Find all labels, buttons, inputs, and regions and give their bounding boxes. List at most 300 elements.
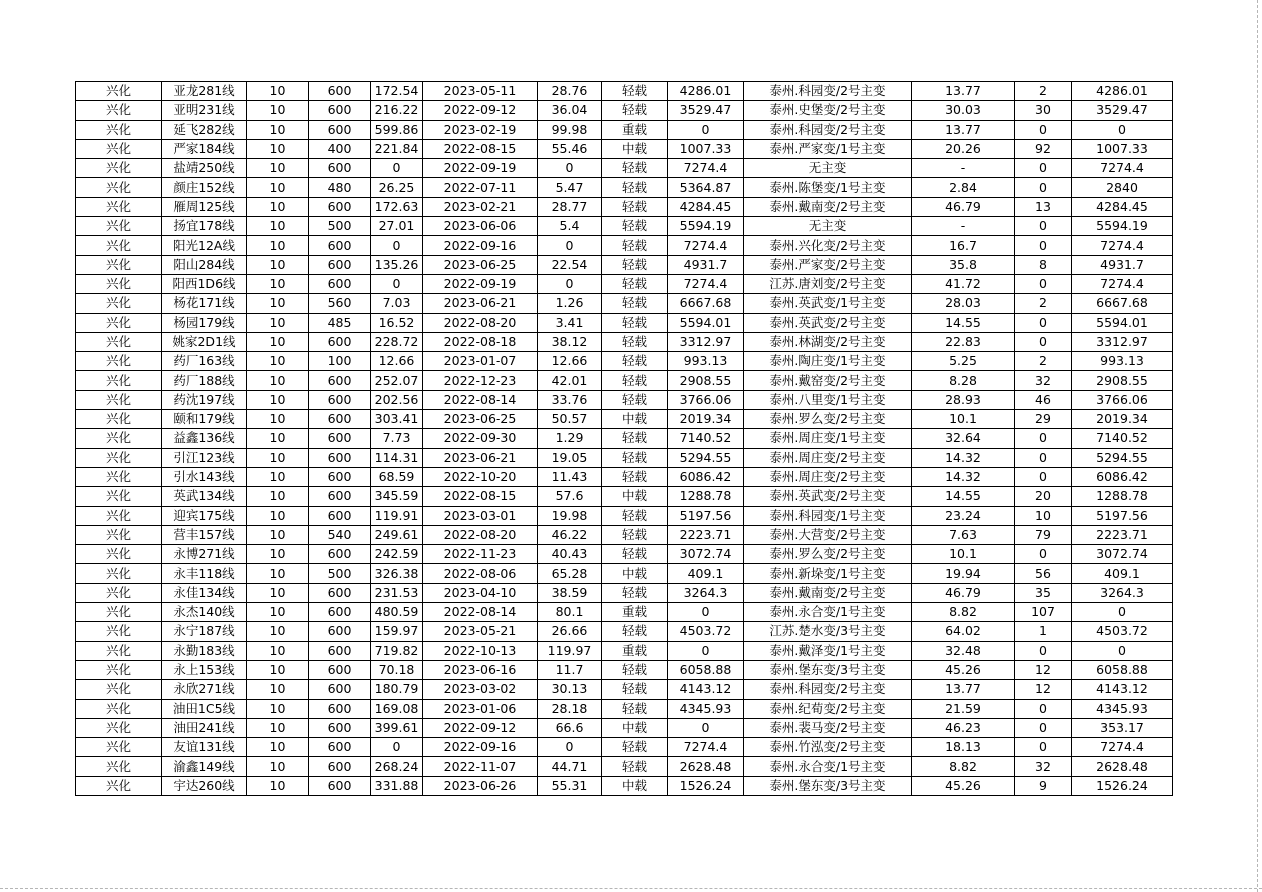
table-cell: 阳西1D6线 bbox=[162, 274, 247, 293]
table-cell: 重载 bbox=[602, 603, 668, 622]
table-cell: 2628.48 bbox=[668, 757, 744, 776]
table-cell: 轻载 bbox=[602, 197, 668, 216]
table-cell: 引水143线 bbox=[162, 467, 247, 486]
table-cell: 兴化 bbox=[76, 352, 162, 371]
table-cell: 兴化 bbox=[76, 545, 162, 564]
table-cell: 轻载 bbox=[602, 274, 668, 293]
table-cell: 19.05 bbox=[538, 448, 602, 467]
table-cell: 泰州.堡东变/3号主变 bbox=[744, 776, 912, 795]
table-cell: 79 bbox=[1015, 525, 1072, 544]
table-cell: 轻载 bbox=[602, 101, 668, 120]
table-cell: 颐和179线 bbox=[162, 410, 247, 429]
table-cell: 2023-05-11 bbox=[423, 82, 538, 101]
table-cell: 雁周125线 bbox=[162, 197, 247, 216]
table-cell: 益鑫136线 bbox=[162, 429, 247, 448]
table-cell: 14.55 bbox=[912, 487, 1015, 506]
table-cell: 55.46 bbox=[538, 139, 602, 158]
table-cell: 永丰118线 bbox=[162, 564, 247, 583]
table-cell: 0 bbox=[371, 738, 423, 757]
table-cell: 10 bbox=[247, 680, 309, 699]
table-row bbox=[76, 738, 1173, 757]
table-cell: 7274.4 bbox=[1072, 274, 1173, 293]
table-cell: 10 bbox=[247, 699, 309, 718]
table-cell: 13.77 bbox=[912, 82, 1015, 101]
table-cell: 轻载 bbox=[602, 255, 668, 274]
table-cell: 28.18 bbox=[538, 699, 602, 718]
table-cell: 8.82 bbox=[912, 757, 1015, 776]
table-cell: 江苏.楚水变/3号主变 bbox=[744, 622, 912, 641]
table-cell: 兴化 bbox=[76, 699, 162, 718]
table-cell: 泰州.竹泓变/2号主变 bbox=[744, 738, 912, 757]
table-cell: 485 bbox=[309, 313, 371, 332]
table-cell: 10 bbox=[247, 641, 309, 660]
table-cell: 0 bbox=[1015, 313, 1072, 332]
table-cell: 兴化 bbox=[76, 236, 162, 255]
table-cell: 0 bbox=[1015, 738, 1072, 757]
table-cell: 600 bbox=[309, 641, 371, 660]
table-row bbox=[76, 525, 1173, 544]
table-cell: 600 bbox=[309, 699, 371, 718]
table-cell: 600 bbox=[309, 660, 371, 679]
table-cell: 68.59 bbox=[371, 467, 423, 486]
table-cell: 兴化 bbox=[76, 738, 162, 757]
table-cell: 249.61 bbox=[371, 525, 423, 544]
table-cell: 10 bbox=[247, 294, 309, 313]
table-cell: 兴化 bbox=[76, 506, 162, 525]
table-cell: 1.26 bbox=[538, 294, 602, 313]
table-cell: 7274.4 bbox=[1072, 159, 1173, 178]
table-cell: 46.23 bbox=[912, 718, 1015, 737]
table-cell: 0 bbox=[1015, 467, 1072, 486]
table-row bbox=[76, 429, 1173, 448]
table-cell: 盐靖250线 bbox=[162, 159, 247, 178]
table-cell: 500 bbox=[309, 564, 371, 583]
table-cell: 2022-08-15 bbox=[423, 487, 538, 506]
table-cell: 永上153线 bbox=[162, 660, 247, 679]
table-cell: 0 bbox=[668, 120, 744, 139]
table-cell: 2023-06-21 bbox=[423, 294, 538, 313]
table-cell: 600 bbox=[309, 120, 371, 139]
table-cell: 0 bbox=[538, 274, 602, 293]
table-row bbox=[76, 139, 1173, 158]
table-cell: 中载 bbox=[602, 718, 668, 737]
table-cell: 油田241线 bbox=[162, 718, 247, 737]
table-cell: 10 bbox=[247, 82, 309, 101]
table-cell: 0 bbox=[1015, 448, 1072, 467]
table-cell: 2022-09-16 bbox=[423, 738, 538, 757]
table-cell: 10 bbox=[247, 738, 309, 757]
table-row bbox=[76, 583, 1173, 602]
table-cell: 28.76 bbox=[538, 82, 602, 101]
table-cell: 2022-08-14 bbox=[423, 603, 538, 622]
table-cell: 1288.78 bbox=[668, 487, 744, 506]
table-cell: 10 bbox=[247, 274, 309, 293]
table-row bbox=[76, 448, 1173, 467]
table-cell: 泰州.科园变/1号主变 bbox=[744, 506, 912, 525]
table-cell: 16.52 bbox=[371, 313, 423, 332]
table-cell: 0 bbox=[1015, 274, 1072, 293]
table-cell: 12.66 bbox=[538, 352, 602, 371]
table-cell: 兴化 bbox=[76, 332, 162, 351]
table-cell: 泰州.戴泽变/1号主变 bbox=[744, 641, 912, 660]
table-cell: 轻载 bbox=[602, 757, 668, 776]
table-cell: 0 bbox=[668, 603, 744, 622]
table-cell: 泰州.史堡变/2号主变 bbox=[744, 101, 912, 120]
table-cell: 2023-03-02 bbox=[423, 680, 538, 699]
table-cell: 10 bbox=[247, 410, 309, 429]
table-cell: 7140.52 bbox=[668, 429, 744, 448]
table-cell: 399.61 bbox=[371, 718, 423, 737]
table-cell: 兴化 bbox=[76, 448, 162, 467]
table-cell: 1007.33 bbox=[1072, 139, 1173, 158]
table-body bbox=[76, 82, 1173, 796]
table-cell: 2840 bbox=[1072, 178, 1173, 197]
table-cell: 兴化 bbox=[76, 603, 162, 622]
table-cell: 永杰140线 bbox=[162, 603, 247, 622]
table-cell: 泰州.周庄变/2号主变 bbox=[744, 448, 912, 467]
table-cell: 泰州.科园变/2号主变 bbox=[744, 82, 912, 101]
table-cell: 0 bbox=[1015, 641, 1072, 660]
table-cell: 引江123线 bbox=[162, 448, 247, 467]
table-cell: 颜庄152线 bbox=[162, 178, 247, 197]
table-cell: 宇达260线 bbox=[162, 776, 247, 795]
table-cell: 7274.4 bbox=[668, 159, 744, 178]
table-cell: 57.6 bbox=[538, 487, 602, 506]
table-cell: 600 bbox=[309, 101, 371, 120]
table-cell: 0 bbox=[371, 274, 423, 293]
table-cell: 10 bbox=[247, 545, 309, 564]
table-cell: 1.29 bbox=[538, 429, 602, 448]
table-cell: 4345.93 bbox=[668, 699, 744, 718]
table-cell: 扬宜178线 bbox=[162, 217, 247, 236]
table-cell: 泰州.严家变/1号主变 bbox=[744, 139, 912, 158]
table-cell: 0 bbox=[371, 159, 423, 178]
table-cell: 32.48 bbox=[912, 641, 1015, 660]
table-cell: 2023-06-06 bbox=[423, 217, 538, 236]
table-cell: 兴化 bbox=[76, 274, 162, 293]
table-cell: 4931.7 bbox=[1072, 255, 1173, 274]
table-cell: 轻载 bbox=[602, 622, 668, 641]
table-cell: 泰州.新垛变/1号主变 bbox=[744, 564, 912, 583]
table-cell: 轻载 bbox=[602, 467, 668, 486]
table-cell: 江苏.唐刘变/2号主变 bbox=[744, 274, 912, 293]
table-cell: 2022-08-18 bbox=[423, 332, 538, 351]
table-cell: 3264.3 bbox=[668, 583, 744, 602]
table-cell: 兴化 bbox=[76, 217, 162, 236]
table-cell: 6086.42 bbox=[1072, 467, 1173, 486]
table-cell: 5594.01 bbox=[668, 313, 744, 332]
table-cell: 2022-09-19 bbox=[423, 159, 538, 178]
table-cell: 2022-08-20 bbox=[423, 525, 538, 544]
table-cell: 172.54 bbox=[371, 82, 423, 101]
table-row bbox=[76, 757, 1173, 776]
table-cell: 500 bbox=[309, 217, 371, 236]
table-cell: 480.59 bbox=[371, 603, 423, 622]
table-cell: 中载 bbox=[602, 564, 668, 583]
table-row bbox=[76, 390, 1173, 409]
table-cell: 13.77 bbox=[912, 120, 1015, 139]
table-cell: 600 bbox=[309, 487, 371, 506]
table-cell: 600 bbox=[309, 545, 371, 564]
table-cell: 353.17 bbox=[1072, 718, 1173, 737]
table-cell: 202.56 bbox=[371, 390, 423, 409]
table-row bbox=[76, 120, 1173, 139]
table-cell: 1007.33 bbox=[668, 139, 744, 158]
table-cell: 600 bbox=[309, 467, 371, 486]
table-cell: 4286.01 bbox=[1072, 82, 1173, 101]
table-cell: 10 bbox=[247, 564, 309, 583]
table-cell: 轻载 bbox=[602, 506, 668, 525]
table-cell: 409.1 bbox=[1072, 564, 1173, 583]
table-cell: 永博271线 bbox=[162, 545, 247, 564]
table-cell: 0 bbox=[1015, 718, 1072, 737]
table-row bbox=[76, 371, 1173, 390]
table-cell: 6667.68 bbox=[1072, 294, 1173, 313]
table-cell: 2022-08-15 bbox=[423, 139, 538, 158]
table-cell: 27.01 bbox=[371, 217, 423, 236]
table-cell: 无主变 bbox=[744, 159, 912, 178]
table-row bbox=[76, 197, 1173, 216]
table-cell: 兴化 bbox=[76, 680, 162, 699]
table-cell: 友谊131线 bbox=[162, 738, 247, 757]
table-cell: 42.01 bbox=[538, 371, 602, 390]
table-cell: 10 bbox=[247, 487, 309, 506]
table-cell: 10 bbox=[247, 525, 309, 544]
table-row bbox=[76, 641, 1173, 660]
table-cell: 兴化 bbox=[76, 197, 162, 216]
table-cell: 600 bbox=[309, 82, 371, 101]
table-cell: 泰州.堡东变/3号主变 bbox=[744, 660, 912, 679]
table-cell: 永佳134线 bbox=[162, 583, 247, 602]
table-cell: 0 bbox=[538, 159, 602, 178]
table-cell: 99.98 bbox=[538, 120, 602, 139]
table-cell: 5.4 bbox=[538, 217, 602, 236]
table-cell: 10 bbox=[247, 255, 309, 274]
table-row bbox=[76, 603, 1173, 622]
table-cell: 46.79 bbox=[912, 197, 1015, 216]
table-cell: 2019.34 bbox=[668, 410, 744, 429]
table-cell: 600 bbox=[309, 236, 371, 255]
table-cell: 5.47 bbox=[538, 178, 602, 197]
table-cell: 泰州.科园变/2号主变 bbox=[744, 680, 912, 699]
table-cell: 32 bbox=[1015, 757, 1072, 776]
table-cell: 0 bbox=[668, 641, 744, 660]
table-cell: 0 bbox=[1015, 236, 1072, 255]
table-cell: 10.1 bbox=[912, 545, 1015, 564]
table-cell: 3072.74 bbox=[1072, 545, 1173, 564]
table-cell: 兴化 bbox=[76, 776, 162, 795]
table-cell: 兴化 bbox=[76, 120, 162, 139]
table-cell: 18.13 bbox=[912, 738, 1015, 757]
table-cell: 10 bbox=[247, 506, 309, 525]
table-cell: 30.13 bbox=[538, 680, 602, 699]
table-cell: 兴化 bbox=[76, 467, 162, 486]
table-cell: 10 bbox=[247, 120, 309, 139]
table-cell: 0 bbox=[1072, 120, 1173, 139]
table-cell: 药沈197线 bbox=[162, 390, 247, 409]
table-cell: 泰州.林湖变/2号主变 bbox=[744, 332, 912, 351]
table-cell: 10 bbox=[247, 371, 309, 390]
table-cell: 600 bbox=[309, 255, 371, 274]
table-cell: 10 bbox=[247, 197, 309, 216]
table-row bbox=[76, 660, 1173, 679]
table-cell: 泰州.八里变/1号主变 bbox=[744, 390, 912, 409]
table-cell: 2022-11-23 bbox=[423, 545, 538, 564]
table-cell: 5364.87 bbox=[668, 178, 744, 197]
table-cell: 22.83 bbox=[912, 332, 1015, 351]
table-cell: 12.66 bbox=[371, 352, 423, 371]
table-cell: 100 bbox=[309, 352, 371, 371]
table-row bbox=[76, 699, 1173, 718]
table-cell: 2022-09-12 bbox=[423, 101, 538, 120]
table-cell: 3264.3 bbox=[1072, 583, 1173, 602]
table-cell: 2022-11-07 bbox=[423, 757, 538, 776]
table-cell: 80.1 bbox=[538, 603, 602, 622]
table-cell: 10 bbox=[247, 757, 309, 776]
table-cell: 28.03 bbox=[912, 294, 1015, 313]
table-cell: 营丰157线 bbox=[162, 525, 247, 544]
table-cell: 252.07 bbox=[371, 371, 423, 390]
table-cell: 13.77 bbox=[912, 680, 1015, 699]
table-cell: 轻载 bbox=[602, 583, 668, 602]
table-cell: 2023-01-07 bbox=[423, 352, 538, 371]
table-cell: 轻载 bbox=[602, 371, 668, 390]
table-cell: 阳光12A线 bbox=[162, 236, 247, 255]
table-cell: 4931.7 bbox=[668, 255, 744, 274]
table-cell: 1 bbox=[1015, 622, 1072, 641]
table-cell: 4284.45 bbox=[668, 197, 744, 216]
table-cell: 兴化 bbox=[76, 101, 162, 120]
table-cell: 轻载 bbox=[602, 660, 668, 679]
table-cell: 41.72 bbox=[912, 274, 1015, 293]
table-cell: 4345.93 bbox=[1072, 699, 1173, 718]
table-row bbox=[76, 217, 1173, 236]
table-cell: 10 bbox=[247, 429, 309, 448]
table-cell: 2019.34 bbox=[1072, 410, 1173, 429]
table-cell: 泰州.罗么变/2号主变 bbox=[744, 545, 912, 564]
table-cell: 10 bbox=[1015, 506, 1072, 525]
table-cell: 亚龙281线 bbox=[162, 82, 247, 101]
table-cell: 66.6 bbox=[538, 718, 602, 737]
table-cell: 23.24 bbox=[912, 506, 1015, 525]
table-cell: 泰州.英武变/1号主变 bbox=[744, 294, 912, 313]
table-cell: 泰州.罗么变/2号主变 bbox=[744, 410, 912, 429]
table-cell: 600 bbox=[309, 622, 371, 641]
table-row bbox=[76, 487, 1173, 506]
table-cell: 无主变 bbox=[744, 217, 912, 236]
table-cell: 10 bbox=[247, 622, 309, 641]
table-cell: 26.25 bbox=[371, 178, 423, 197]
table-cell: 7.03 bbox=[371, 294, 423, 313]
table-cell: 10 bbox=[247, 448, 309, 467]
table-cell: 6086.42 bbox=[668, 467, 744, 486]
table-cell: 135.26 bbox=[371, 255, 423, 274]
table-cell: 2023-04-10 bbox=[423, 583, 538, 602]
table-cell: 泰州.纪荀变/2号主变 bbox=[744, 699, 912, 718]
table-cell: 泰州.大营变/2号主变 bbox=[744, 525, 912, 544]
table-cell: 中载 bbox=[602, 139, 668, 158]
table-cell: 600 bbox=[309, 506, 371, 525]
table-cell: 5594.01 bbox=[1072, 313, 1173, 332]
table-cell: 600 bbox=[309, 448, 371, 467]
table-cell: 560 bbox=[309, 294, 371, 313]
table-cell: 2022-08-20 bbox=[423, 313, 538, 332]
table-row bbox=[76, 82, 1173, 101]
table-cell: 兴化 bbox=[76, 641, 162, 660]
table-cell: 2023-06-25 bbox=[423, 255, 538, 274]
table-cell: 11.7 bbox=[538, 660, 602, 679]
table-row bbox=[76, 294, 1173, 313]
table-cell: 泰州.戴南变/2号主变 bbox=[744, 583, 912, 602]
table-cell: 0 bbox=[1015, 217, 1072, 236]
page-break-line-vertical bbox=[1257, 0, 1258, 892]
table-cell: 2908.55 bbox=[668, 371, 744, 390]
table-cell: 7274.4 bbox=[668, 738, 744, 757]
table-cell: 2023-06-26 bbox=[423, 776, 538, 795]
table-cell: 2.84 bbox=[912, 178, 1015, 197]
table-cell: 993.13 bbox=[1072, 352, 1173, 371]
table-cell: 10 bbox=[247, 332, 309, 351]
table-cell: 600 bbox=[309, 159, 371, 178]
page-break-line-horizontal bbox=[0, 888, 1262, 889]
table-cell: 2628.48 bbox=[1072, 757, 1173, 776]
table-cell: 10 bbox=[247, 236, 309, 255]
table-cell: 轻载 bbox=[602, 217, 668, 236]
table-cell: 2023-02-19 bbox=[423, 120, 538, 139]
table-cell: 16.7 bbox=[912, 236, 1015, 255]
table-cell: 20.26 bbox=[912, 139, 1015, 158]
table-cell: 600 bbox=[309, 603, 371, 622]
table-cell: 409.1 bbox=[668, 564, 744, 583]
table-row bbox=[76, 718, 1173, 737]
table-cell: 10 bbox=[247, 139, 309, 158]
table-cell: 1526.24 bbox=[668, 776, 744, 795]
table-cell: - bbox=[912, 159, 1015, 178]
table-cell: 5594.19 bbox=[668, 217, 744, 236]
table-cell: 28.77 bbox=[538, 197, 602, 216]
table-cell: 10 bbox=[247, 718, 309, 737]
table-cell: 9 bbox=[1015, 776, 1072, 795]
table-cell: 泰州.裴马变/2号主变 bbox=[744, 718, 912, 737]
table-cell: 119.97 bbox=[538, 641, 602, 660]
table-cell: 11.43 bbox=[538, 467, 602, 486]
table-row bbox=[76, 101, 1173, 120]
table-cell: 轻载 bbox=[602, 352, 668, 371]
table-cell: 轻载 bbox=[602, 178, 668, 197]
table-cell: 迎宾175线 bbox=[162, 506, 247, 525]
table-cell: 32 bbox=[1015, 371, 1072, 390]
table-cell: 12 bbox=[1015, 660, 1072, 679]
table-cell: 1288.78 bbox=[1072, 487, 1173, 506]
table-cell: 331.88 bbox=[371, 776, 423, 795]
table-cell: 92 bbox=[1015, 139, 1072, 158]
table-cell: 169.08 bbox=[371, 699, 423, 718]
table-cell: 14.55 bbox=[912, 313, 1015, 332]
table-cell: 4143.12 bbox=[1072, 680, 1173, 699]
table-cell: 0 bbox=[668, 718, 744, 737]
table-cell: 兴化 bbox=[76, 525, 162, 544]
table-cell: 泰州.科园变/2号主变 bbox=[744, 120, 912, 139]
table-cell: 5197.56 bbox=[668, 506, 744, 525]
table-row bbox=[76, 159, 1173, 178]
table-cell: 64.02 bbox=[912, 622, 1015, 641]
table-cell: 阳山284线 bbox=[162, 255, 247, 274]
table-cell: 2022-09-16 bbox=[423, 236, 538, 255]
table-cell: 45.26 bbox=[912, 660, 1015, 679]
table-cell: 2022-10-13 bbox=[423, 641, 538, 660]
table-cell: 2023-06-21 bbox=[423, 448, 538, 467]
table-cell: 600 bbox=[309, 371, 371, 390]
